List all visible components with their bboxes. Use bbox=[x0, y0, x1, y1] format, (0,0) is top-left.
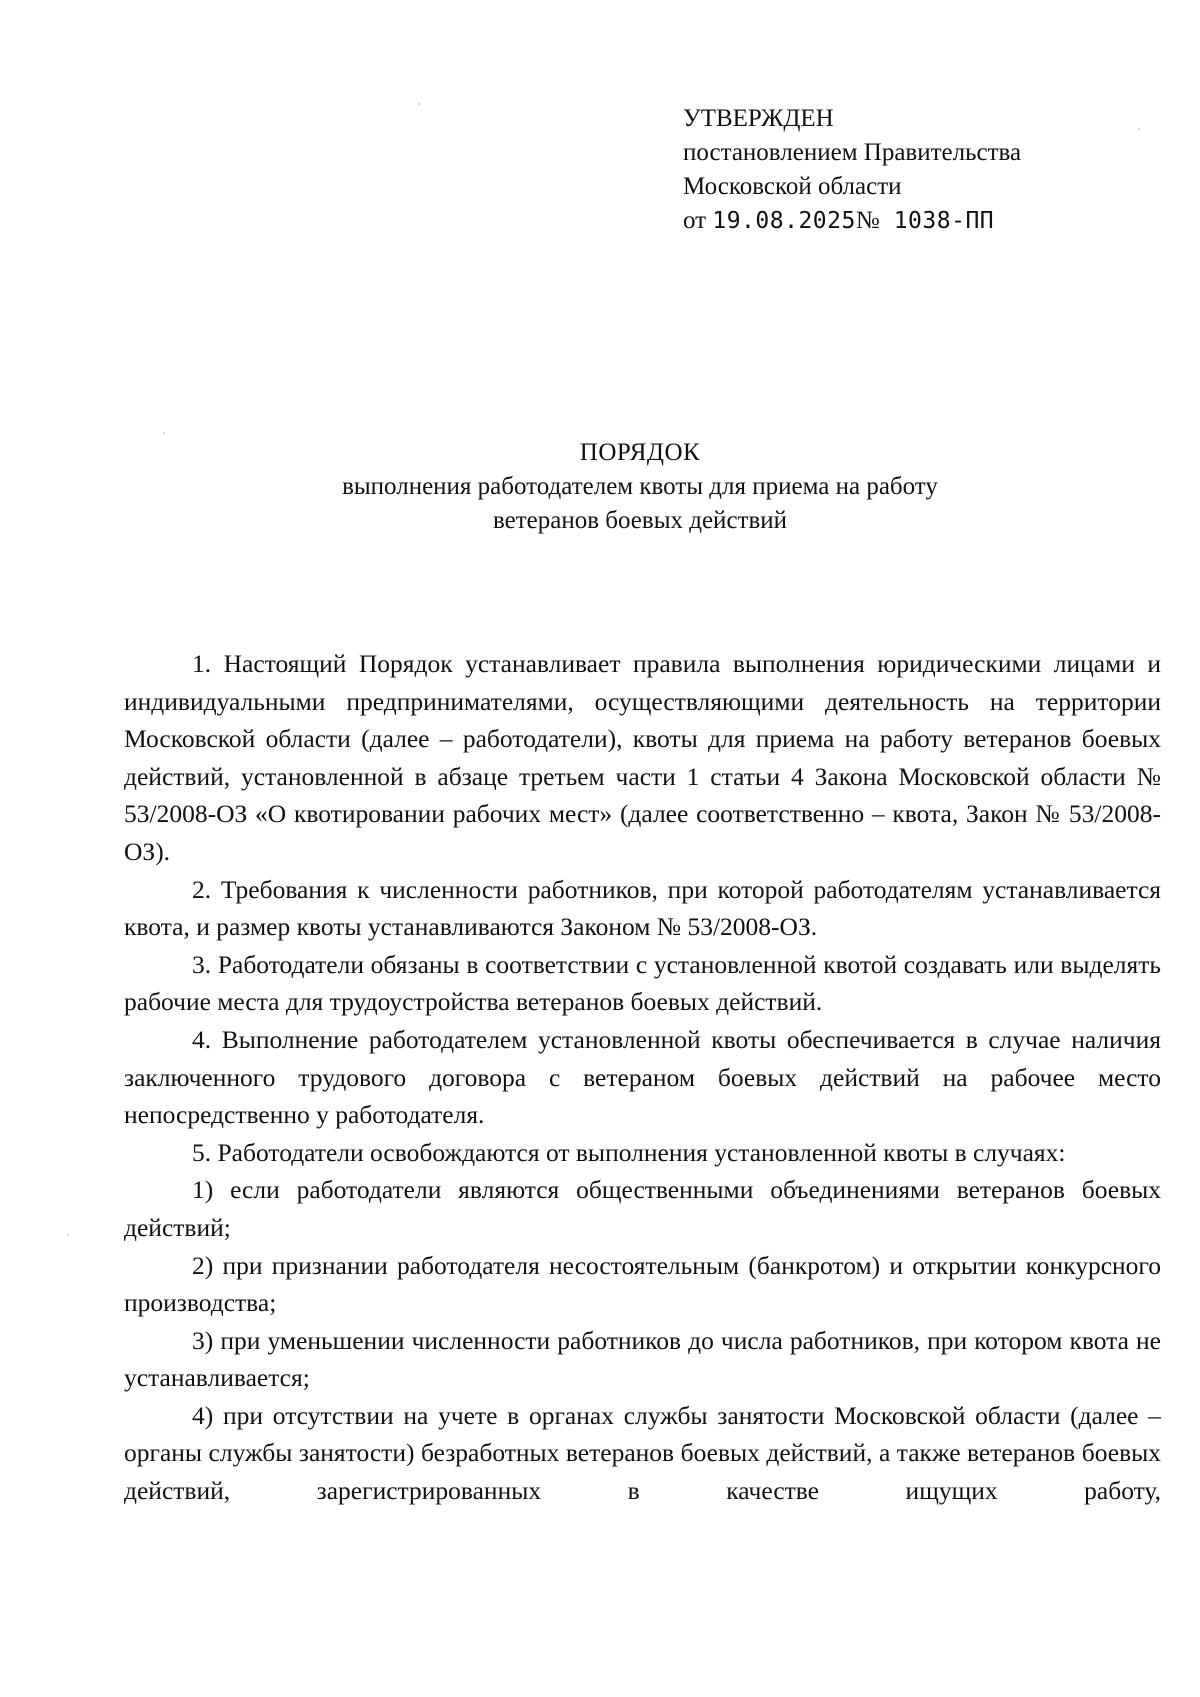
title-line-2: ветеранов боевых действий bbox=[492, 507, 788, 534]
document-body bbox=[124, 645, 1161, 1510]
paragraph-2: 2. Требования к численности работников, при которой работодателям устанавливается квота, и размер квоты устанавливаются Законом № 53/2008-ОЗ. bbox=[124, 874, 1161, 942]
list-item-3: 3) при уменьшении численности работников до числа работников, при котором квота не устанавливается; bbox=[124, 1325, 1161, 1393]
title-line-1: выполнения работодателем квоты для приема на работу bbox=[342, 473, 938, 500]
approval-number: 1038-ПП bbox=[893, 208, 995, 234]
list-item-2: 2) при признании работодателя несостоятельным (банкротом) и открытии конкурсного производства; bbox=[124, 1250, 1161, 1318]
approval-stamp bbox=[683, 102, 1163, 238]
document-title bbox=[240, 436, 1040, 538]
paragraph-4: 4. Выполнение работодателем установленной квоты обеспечивается в случае наличия заключенного трудового договора с ветераном боевых действий на рабочее место непосредственно у работодателя. bbox=[124, 1024, 1161, 1130]
approval-date-prefix: от bbox=[683, 207, 707, 234]
scan-speck bbox=[67, 1234, 69, 1236]
approval-line-decree: постановлением Правительства bbox=[683, 139, 1022, 166]
approval-heading: УТВЕРЖДЕН bbox=[683, 105, 834, 132]
title-heading: ПОРЯДОК bbox=[579, 439, 701, 466]
list-item-4: 4) при отсутствии на учете в органах службы занятости Московской области (далее – органы службы занятости) безработных ветеранов боевых действий, а также ветеранов боевых действий, зарегистрированных в качестве ищущих работу, bbox=[124, 1400, 1161, 1506]
paragraph-1: 1. Настоящий Порядок устанавливает правила выполнения юридическими лицами и индивидуальными предпринимателями, осуществляющими деятельность на территории Московской области (далее – работодатели), квоты для приема на работу ветеранов боевых действий, установленной в абзаце третьем части 1 статьи 4 Закона Московской области № 53/2008-ОЗ «О квотировании рабочих мест» (далее соответственно – квота, Закон № 53/2008-ОЗ). bbox=[124, 649, 1161, 866]
scan-speck bbox=[1138, 128, 1140, 130]
paragraph-5: 5. Работодатели освобождаются от выполнения установленной квоты в случаях: bbox=[192, 1137, 1066, 1167]
paragraph-3: 3. Работодатели обязаны в соответствии с установленной квотой создавать или выделять рабочие места для трудоустройства ветеранов боевых действий. bbox=[124, 949, 1161, 1017]
approval-number-sign: № bbox=[855, 207, 880, 234]
approval-date: 19.08.2025 bbox=[712, 208, 856, 234]
scan-speck bbox=[163, 432, 165, 434]
approval-line-region: Московской области bbox=[683, 173, 902, 200]
approval-date-number bbox=[683, 204, 1163, 238]
list-item-1: 1) если работодатели являются общественными объединениями ветеранов боевых действий; bbox=[124, 1175, 1161, 1242]
scan-speck bbox=[418, 103, 420, 105]
